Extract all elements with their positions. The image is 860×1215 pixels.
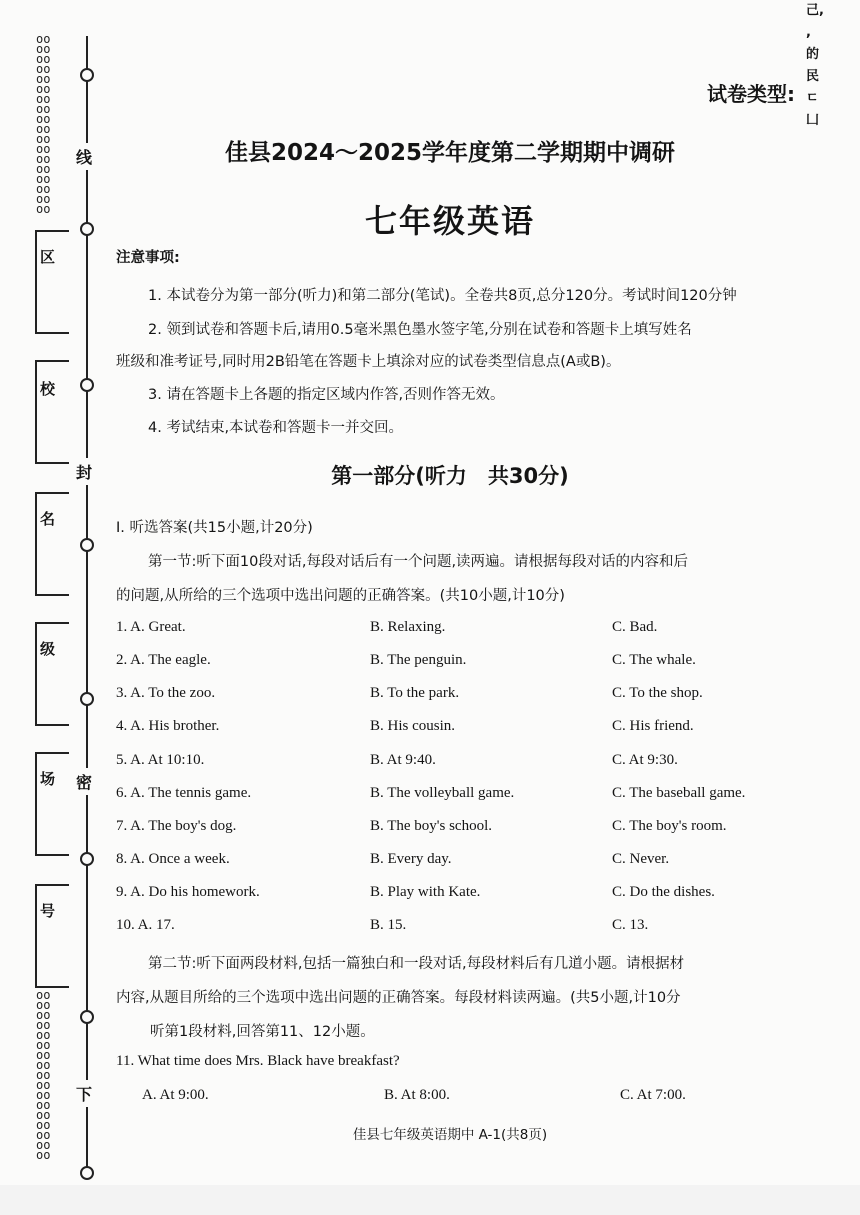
field-label: 名 bbox=[40, 510, 56, 528]
binding-ring bbox=[80, 68, 94, 82]
option-a: 4. A. His brother. bbox=[116, 718, 220, 734]
field-label: 场 bbox=[40, 770, 56, 788]
paper-type-label: 试卷类型: bbox=[707, 82, 795, 106]
option-b: B. Every day. bbox=[370, 851, 452, 867]
binding-ring bbox=[80, 378, 94, 392]
option-c: C. 13. bbox=[612, 917, 649, 933]
option-b: B. The volleyball game. bbox=[370, 785, 515, 801]
right-edge-fragments bbox=[806, 0, 826, 132]
option-b: B. The boy's school. bbox=[370, 818, 493, 834]
option-a: 6. A. The tennis game. bbox=[116, 785, 252, 801]
binding-ring bbox=[80, 852, 94, 866]
option-c: C. His friend. bbox=[612, 718, 694, 734]
section-instructions: 内容,从题目所给的三个选项中选出问题的正确答案。每段材料读两遍。(共5小题,计10分 bbox=[116, 990, 681, 1006]
scan-edge bbox=[0, 1185, 860, 1215]
exam-title: 佳县2024～2025学年度第二学期期中调研 bbox=[224, 140, 676, 166]
option-c: C. The boy's room. bbox=[612, 818, 727, 834]
part1-title: 第一部分(听力 共30分) bbox=[331, 464, 569, 488]
seal-word: 密 bbox=[76, 768, 92, 795]
edge-fragment: ㄷ bbox=[806, 91, 819, 106]
field-box[interactable] bbox=[35, 360, 69, 464]
binding-ring bbox=[80, 1010, 94, 1024]
edge-fragment: 己, bbox=[806, 3, 824, 18]
option-c: C. The whale. bbox=[612, 652, 696, 668]
binding-ring bbox=[80, 538, 94, 552]
notice-item: 2. 领到试卷和答题卡后,请用0.5毫米黑色墨水签字笔,分别在试卷和答题卡上填写姓名 bbox=[148, 322, 692, 338]
section-instructions: 第一节:听下面10段对话,每段对话后有一个问题,读两遍。请根据每段对话的内容和后 bbox=[148, 554, 689, 570]
notice-heading: 注意事项: bbox=[116, 250, 180, 266]
option-a: 10. A. 17. bbox=[116, 917, 175, 933]
option-a: 3. A. To the zoo. bbox=[116, 685, 216, 701]
option-b: B. At 9:40. bbox=[370, 752, 436, 768]
edge-fragment: 的 bbox=[806, 47, 820, 62]
option-a: 2. A. The eagle. bbox=[116, 652, 211, 668]
option-c: C. At 7:00. bbox=[620, 1087, 686, 1103]
edge-fragment: 凵 bbox=[806, 113, 820, 128]
question-stem: 11. What time does Mrs. Black have breakfast? bbox=[116, 1053, 400, 1069]
option-a: 7. A. The boy's dog. bbox=[116, 818, 237, 834]
option-b: B. To the park. bbox=[370, 685, 460, 701]
subject-title: 七年级英语 bbox=[364, 202, 535, 240]
seal-word: 下 bbox=[76, 1080, 92, 1107]
option-a: A. At 9:00. bbox=[142, 1087, 209, 1103]
notice-item: 4. 考试结束,本试卷和答题卡一并交回。 bbox=[148, 420, 404, 436]
seal-word: 线 bbox=[76, 143, 92, 170]
option-a: 8. A. Once a week. bbox=[116, 851, 230, 867]
field-label: 号 bbox=[40, 902, 56, 920]
dotted-border-top: oo oo oo oo oo oo oo oo oo oo oo oo oo oo oo oo oo oo bbox=[36, 32, 51, 216]
option-c: C. Never. bbox=[612, 851, 670, 867]
dotted-border-bottom: oo oo oo oo oo oo oo oo oo oo oo oo oo oo oo oo oo bbox=[36, 988, 51, 1162]
binding-margin bbox=[0, 0, 112, 1215]
field-label: 级 bbox=[40, 640, 56, 658]
material-intro: 听第1段材料,回答第11、12小题。 bbox=[150, 1024, 375, 1040]
option-b: B. 15. bbox=[370, 917, 407, 933]
seal-word: 封 bbox=[76, 458, 92, 485]
option-b: B. His cousin. bbox=[370, 718, 456, 734]
section-heading: Ⅰ. 听选答案(共15小题,计20分) bbox=[116, 520, 313, 536]
notice-item: 1. 本试卷分为第一部分(听力)和第二部分(笔试)。全卷共8页,总分120分。考试时间120分钟 bbox=[148, 288, 737, 304]
option-b: B. Relaxing. bbox=[370, 619, 446, 635]
section-instructions: 的问题,从所给的三个选项中选出问题的正确答案。(共10小题,计10分) bbox=[116, 588, 565, 604]
field-label: 校 bbox=[40, 380, 56, 398]
section-instructions: 第二节:听下面两段材料,包括一篇独白和一段对话,每段材料后有几道小题。请根据材 bbox=[148, 956, 685, 972]
edge-fragment: , bbox=[806, 25, 811, 40]
option-a: 9. A. Do his homework. bbox=[116, 884, 260, 900]
option-c: C. At 9:30. bbox=[612, 752, 678, 768]
option-c: C. Bad. bbox=[612, 619, 658, 635]
field-label: 区 bbox=[40, 248, 56, 266]
option-c: C. Do the dishes. bbox=[612, 884, 715, 900]
option-a: 1. A. Great. bbox=[116, 619, 186, 635]
binding-ring bbox=[80, 692, 94, 706]
edge-fragment: 民 bbox=[806, 69, 820, 84]
option-b: B. The penguin. bbox=[370, 652, 467, 668]
notice-item: 班级和准考证号,同时用2B铅笔在答题卡上填涂对应的试卷类型信息点(A或B)。 bbox=[116, 354, 621, 370]
option-c: C. To the shop. bbox=[612, 685, 703, 701]
notice-item: 3. 请在答题卡上各题的指定区域内作答,否则作答无效。 bbox=[148, 387, 505, 403]
option-a: 5. A. At 10:10. bbox=[116, 752, 205, 768]
option-b: B. Play with Kate. bbox=[370, 884, 481, 900]
page-footer: 佳县七年级英语期中 A-1(共8页) bbox=[352, 1127, 548, 1143]
option-b: B. At 8:00. bbox=[384, 1087, 450, 1103]
option-c: C. The baseball game. bbox=[612, 785, 746, 801]
binding-ring bbox=[80, 1166, 94, 1180]
